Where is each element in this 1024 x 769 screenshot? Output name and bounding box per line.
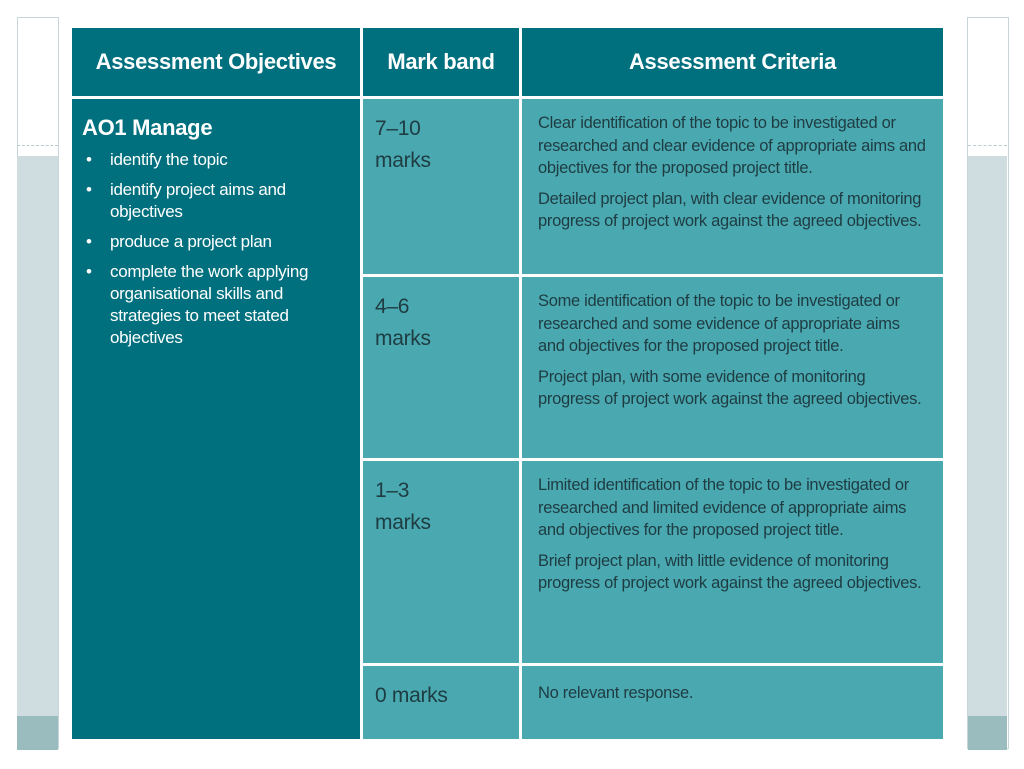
- header-mark-band: [363, 28, 519, 96]
- mark-band-range: 0 marks: [375, 684, 448, 707]
- assessment-table: [72, 28, 943, 739]
- mark-band-range: 7–10: [375, 117, 421, 140]
- criteria-paragraph: Detailed project plan, with clear evidence of monitoring progress of project work against the agreed objectives.: [538, 189, 922, 230]
- slide-divider-left: [17, 145, 58, 146]
- criteria-cell: [522, 99, 943, 274]
- mark-band-unit: marks: [375, 149, 431, 172]
- slide-band-left: [17, 716, 58, 750]
- mark-band-cell: [363, 277, 519, 458]
- mark-band-unit: marks: [375, 511, 431, 534]
- mark-band-unit: marks: [375, 327, 431, 350]
- criteria-cell: [522, 666, 943, 739]
- criteria-paragraph: Brief project plan, with little evidence of monitoring progress of project work against the agreed objectives.: [538, 551, 922, 592]
- objective-bullet: • complete the work applying organisational skills and strategies to meet stated objectives: [82, 261, 350, 349]
- slide-panel-left: [17, 156, 58, 716]
- mark-band-cell: [363, 461, 519, 663]
- slide-band-right: [968, 716, 1007, 750]
- objective-title: AO1 Manage: [82, 115, 213, 140]
- header-assessment-criteria: [522, 28, 943, 96]
- criteria-paragraph: Project plan, with some evidence of monitoring progress of project work against the agreed objectives.: [538, 367, 922, 408]
- criteria-cell: [522, 461, 943, 663]
- mark-band-range: 1–3: [375, 479, 410, 502]
- criteria-paragraph: Clear identification of the topic to be investigated or researched and clear evidence of appropriate aims and objectives for the proposed project title.: [538, 114, 926, 177]
- mark-band-cell: [363, 666, 519, 739]
- criteria-cell: [522, 277, 943, 458]
- mark-band-cell: [363, 99, 519, 274]
- header-assessment-objectives: [72, 28, 360, 96]
- criteria-paragraph: No relevant response.: [538, 684, 694, 702]
- objective-bullet: • produce a project plan: [82, 231, 350, 253]
- slide-divider-right: [968, 145, 1007, 146]
- objective-bullet: • identify project aims and objectives: [82, 179, 350, 223]
- header-mark-band-label: Mark band: [387, 49, 495, 74]
- header-objectives-label: Assessment Objectives: [95, 49, 337, 74]
- header-criteria-label: Assessment Criteria: [628, 49, 837, 74]
- criteria-paragraph: Some identification of the topic to be investigated or researched and some evidence of appropriate aims and objectives for the proposed project title.: [538, 292, 900, 355]
- mark-band-range: 4–6: [375, 295, 410, 318]
- criteria-paragraph: Limited identification of the topic to be investigated or researched and limited evidence of appropriate aims and objectives for the proposed project title.: [538, 476, 909, 539]
- objective-bullet-list: [82, 149, 350, 349]
- objective-bullet: • identify the topic: [82, 149, 350, 171]
- slide-panel-right: [968, 156, 1007, 716]
- objective-cell: [72, 99, 360, 739]
